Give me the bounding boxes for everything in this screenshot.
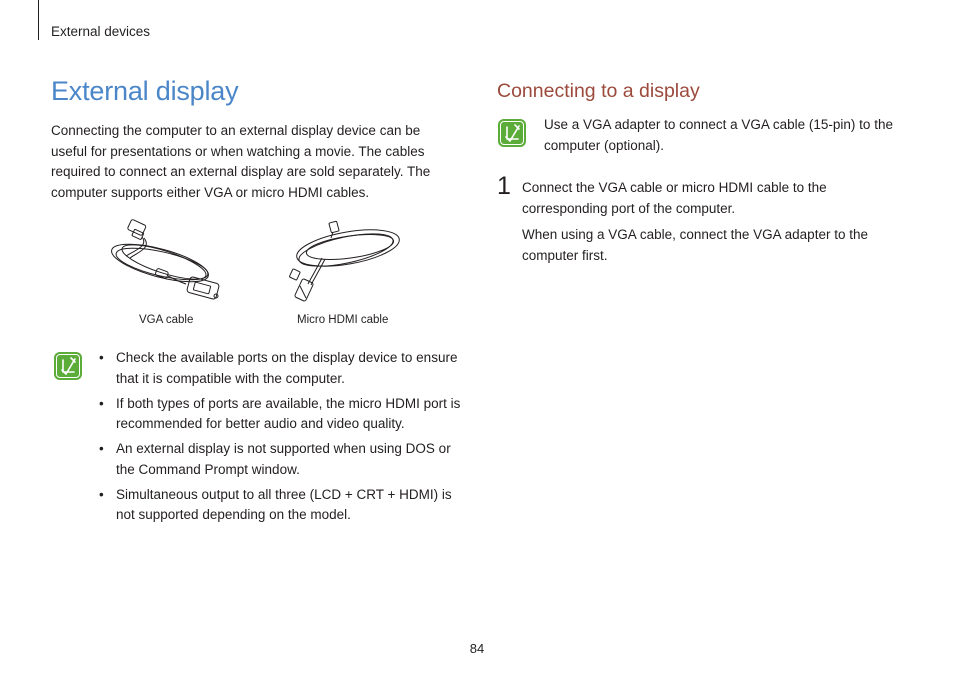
section-note: Use a VGA adapter to connect a VGA cable (15-pin) to the computer (optional). — [544, 117, 893, 153]
step-subtext: When using a VGA cable, connect the VGA adapter to the computer first. — [522, 227, 868, 263]
hdmi-cable-illustration — [282, 218, 407, 308]
header-rule — [38, 0, 39, 40]
bullet: • — [99, 441, 104, 456]
vga-cable-caption: VGA cable — [139, 314, 194, 326]
vga-cable-illustration — [104, 218, 229, 308]
note-icon — [54, 352, 82, 380]
bullet: • — [99, 486, 104, 502]
page-number: 84 — [469, 641, 485, 656]
hdmi-cable-caption: Micro HDMI cable — [297, 314, 389, 326]
list-item: • An external display is not supported when using DOS or the Command Prompt window. — [99, 441, 451, 477]
list-item: • If both types of ports are available, the micro HDMI port is recommended for better audio and video quality. — [99, 395, 461, 431]
note-icon — [498, 119, 526, 147]
page-title: External display — [51, 76, 239, 106]
notes-list — [99, 348, 464, 530]
running-header: External devices — [51, 24, 151, 39]
bullet: • — [99, 395, 104, 411]
list-item: • Check the available ports on the display device to ensure that it is compatible with the computer. — [99, 350, 458, 386]
step-number: 1 — [497, 172, 511, 200]
step-text: Connect the VGA cable or micro HDMI cable to the corresponding port of the computer. — [522, 180, 827, 216]
list-item: • Simultaneous output to all three (LCD + CRT + HDMI) is not supported depending on the model. — [99, 486, 452, 522]
intro-paragraph: Connecting the computer to an external display device can be useful for presentations or when watching a movie. The cables required to connect an external display are sold separately. The computer supports either VGA or micro HDMI cables. — [51, 123, 431, 200]
section-title: Connecting to a display — [497, 80, 700, 102]
bullet: • — [99, 350, 104, 365]
